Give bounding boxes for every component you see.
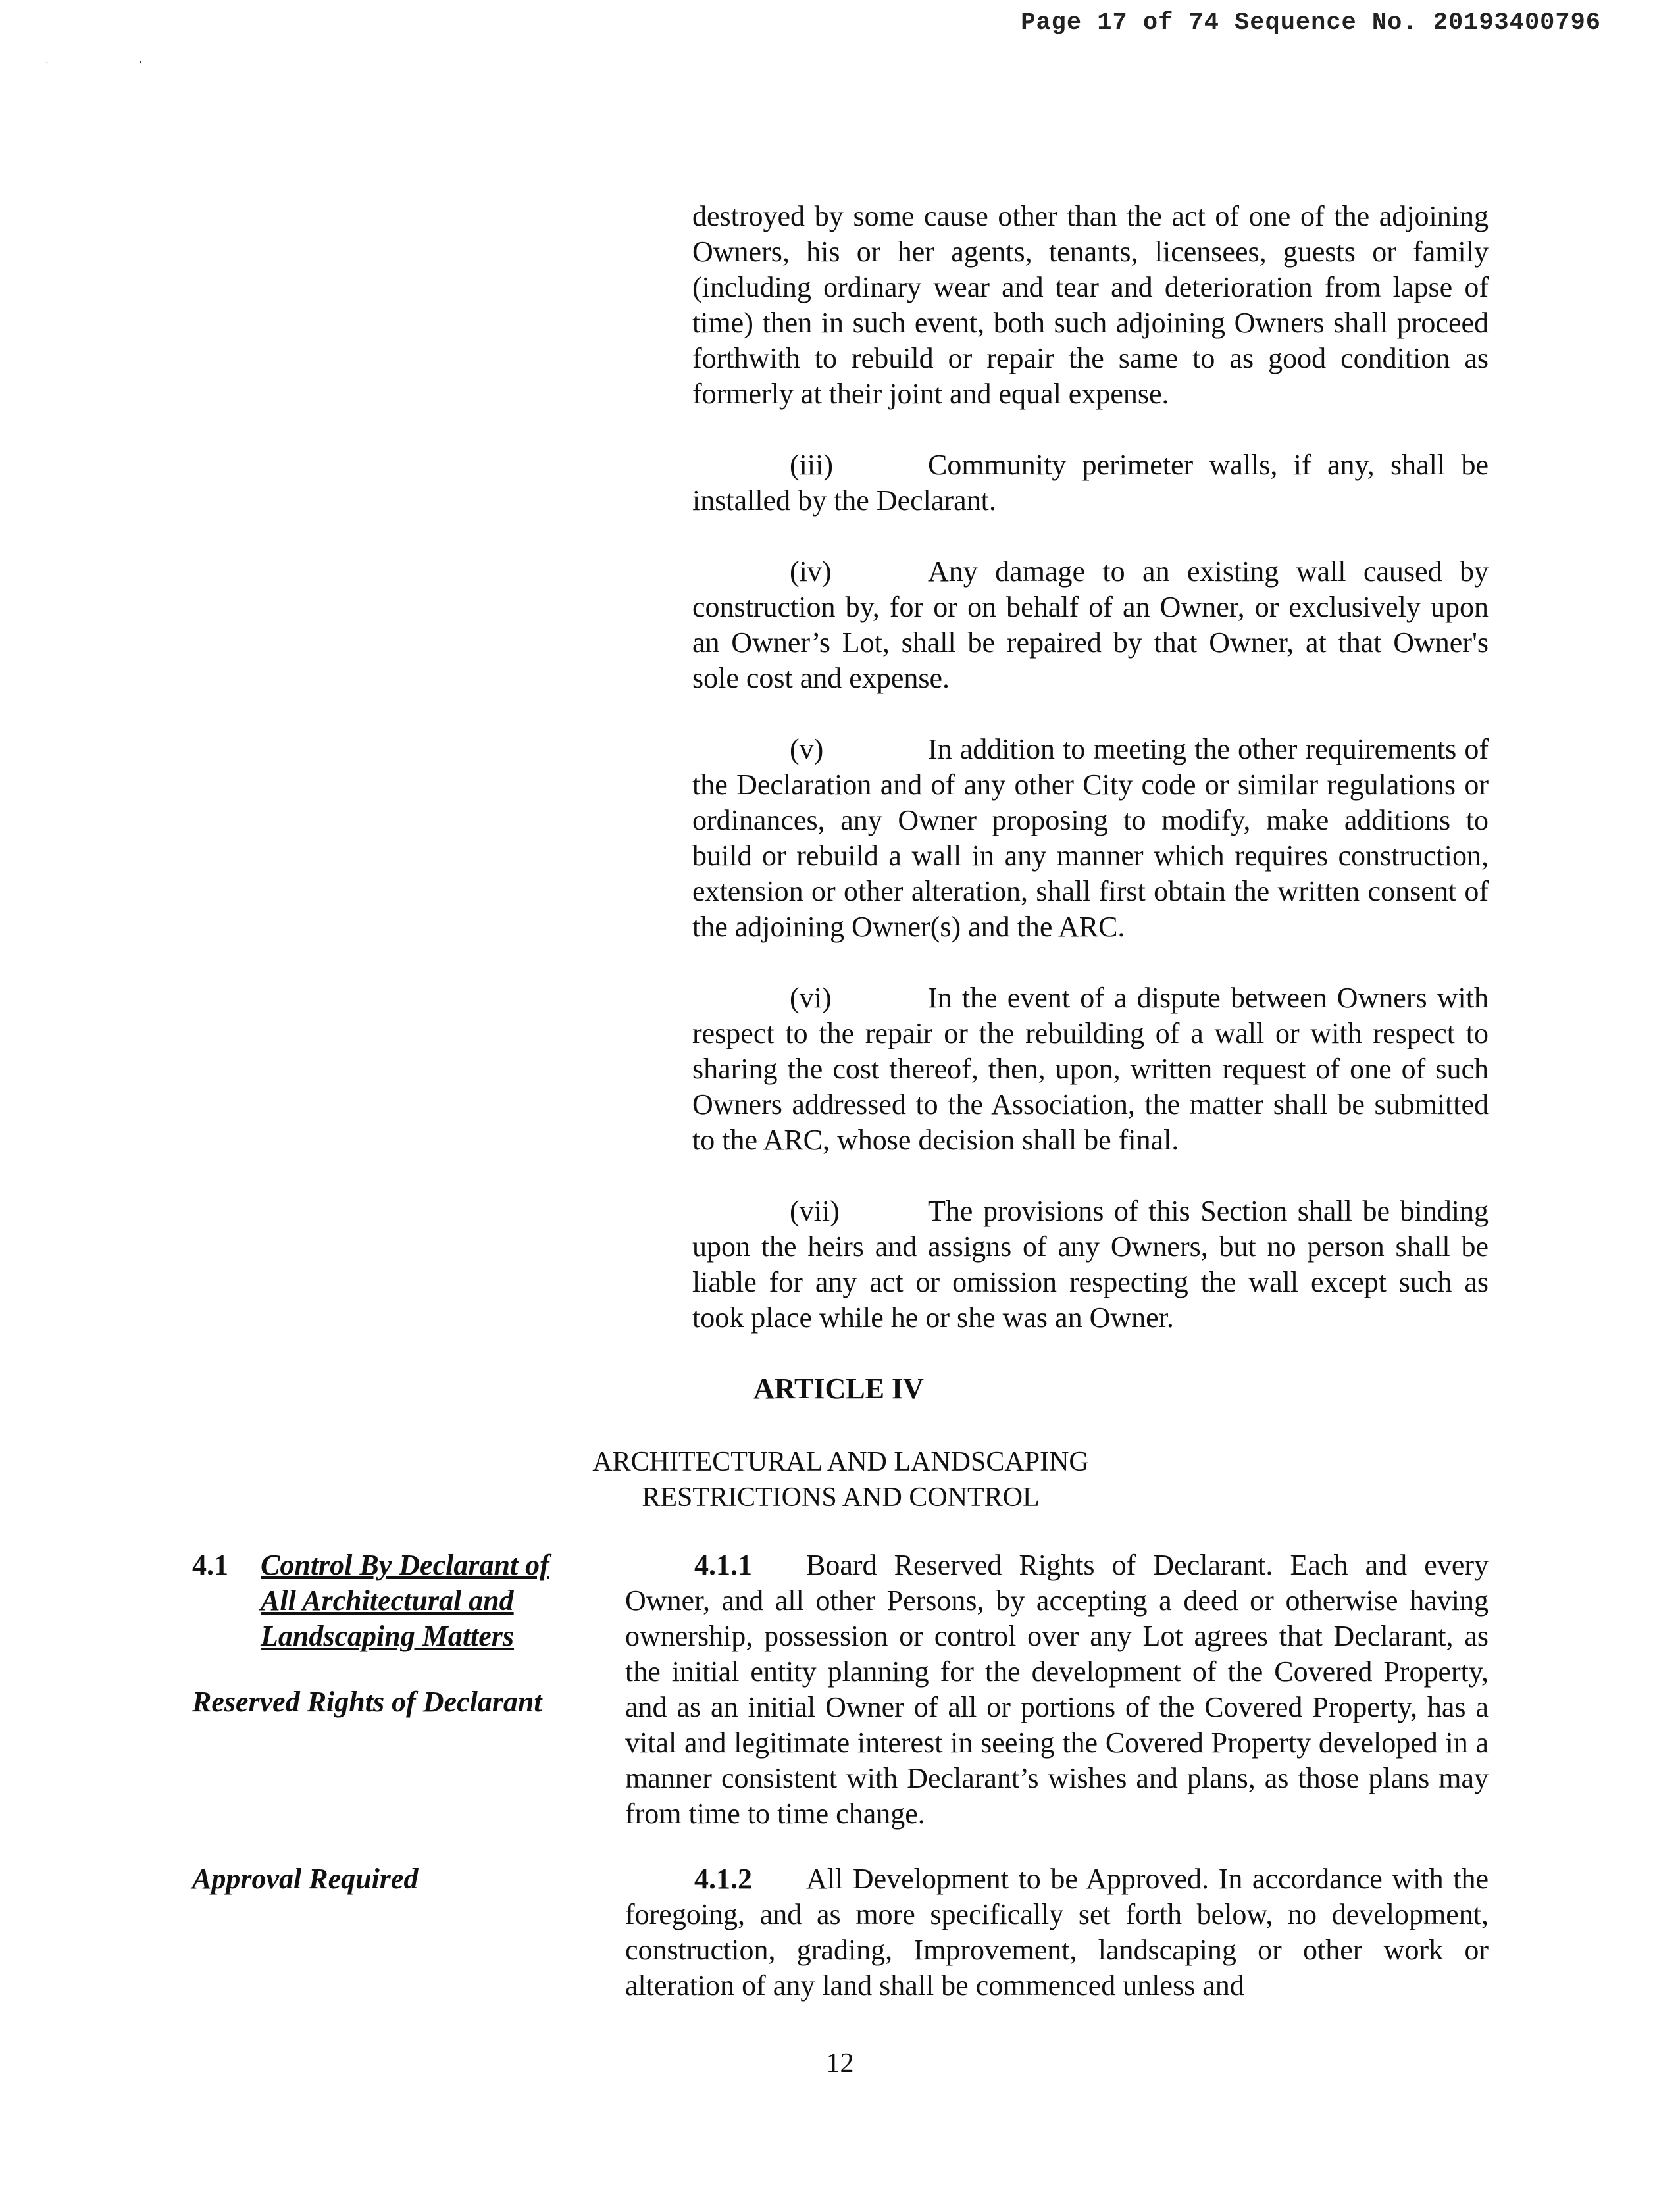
subsection-number: 4.1.1 xyxy=(694,1549,752,1581)
item-number: (vii) xyxy=(790,1195,840,1227)
wall-provisions-block xyxy=(692,199,1489,1336)
article-subtitle xyxy=(395,1444,1286,1515)
subsection-number: 4.1.2 xyxy=(694,1863,752,1895)
section-heading-line: Control By Declarant of xyxy=(261,1549,549,1581)
margin-note-approval-required: Approval Required xyxy=(192,1863,419,1895)
section-heading-4-1 xyxy=(192,1548,549,1654)
subsection-text: Board Reserved Rights of Declarant. Each and every Owner, and all other Persons, by accepting a deed or otherwise having ownership, possession or control over any Lot agrees that Declarant, as the initial entity planning for the development of the Covered Property, and as an initial Owner of all or portions of the Covered Property, has a vital and legitimate interest in seeing the Covered Property developed in a manner consistent with Declarant’s wishes and plans, as those plans may from time to time change. xyxy=(625,1549,1489,1830)
section-number: 4.1 xyxy=(192,1549,228,1581)
article-subtitle-line: RESTRICTIONS AND CONTROL xyxy=(642,1482,1040,1513)
article-title: ARTICLE IV xyxy=(753,1373,924,1405)
scan-mark: ' xyxy=(140,59,141,70)
scan-mark: ' xyxy=(46,61,48,72)
list-item xyxy=(692,1194,1489,1336)
list-item xyxy=(692,447,1489,518)
item-text: Any damage to an existing wall caused by construction by, for or on behalf of an Owner, or exclusively upon an Owner’s Lot, shall be repaired by that Owner, at that Owner's sole cost and expense. xyxy=(692,555,1489,694)
item-number: (v) xyxy=(790,733,824,765)
article-subtitle-line: ARCHITECTURAL AND LANDSCAPING xyxy=(592,1447,1089,1477)
item-number: (iii) xyxy=(790,449,833,481)
section-heading-line: Landscaping Matters xyxy=(261,1620,515,1652)
page-sequence-stamp: Page 17 of 74 Sequence No. 20193400796 xyxy=(1021,9,1601,37)
item-text: In the event of a dispute between Owners with respect to the repair or the rebuilding of a wall or with respect to sharing the cost thereof, then, upon, written request of one of such Owners addressed to the Association, the matter shall be submitted to the ARC, whose decision shall be final. xyxy=(692,982,1489,1156)
item-text: In addition to meeting the other requirements of the Declaration and of any other City code or similar regulations or ordinances, any Owner proposing to modify, make additions to build or rebuild a wall in any manner which requires construction, extension or other alteration, shall first obtain the written consent of the adjoining Owner(s) and the ARC. xyxy=(692,733,1489,943)
item-number: (vi) xyxy=(790,982,832,1014)
list-item xyxy=(692,732,1489,945)
item-number: (iv) xyxy=(790,555,832,588)
margin-note-reserved-rights: Reserved Rights of Declarant xyxy=(192,1686,542,1718)
list-item xyxy=(692,554,1489,696)
list-item xyxy=(692,980,1489,1158)
subsection-4-1-1 xyxy=(625,1548,1489,1832)
section-heading-line: All Architectural and xyxy=(261,1584,514,1617)
subsection-text: All Development to be Approved. In accordance with the foregoing, and as more specifically set forth below, no development, construction, grading, Improvement, landscaping or other work or alteration of any land shall be commenced unless and xyxy=(625,1863,1489,2002)
subsection-4-1-2 xyxy=(625,1861,1489,2004)
page-number: 12 xyxy=(826,2048,854,2079)
item-text: Community perimeter walls, if any, shall be installed by the Declarant. xyxy=(692,449,1489,517)
item-text: The provisions of this Section shall be binding upon the heirs and assigns of any Owners, but no person shall be liable for any act or omission respecting the wall except such as took place while he or she was an Owner. xyxy=(692,1195,1489,1334)
continuation-paragraph: destroyed by some cause other than the act of one of the adjoining Owners, his or her agents, tenants, licensees, guests or family (including ordinary wear and tear and deterioration from lapse of time) then in such event, both such adjoining Owners shall proceed forthwith to rebuild or repair the same to as good condition as formerly at their joint and equal expense. xyxy=(692,200,1489,410)
